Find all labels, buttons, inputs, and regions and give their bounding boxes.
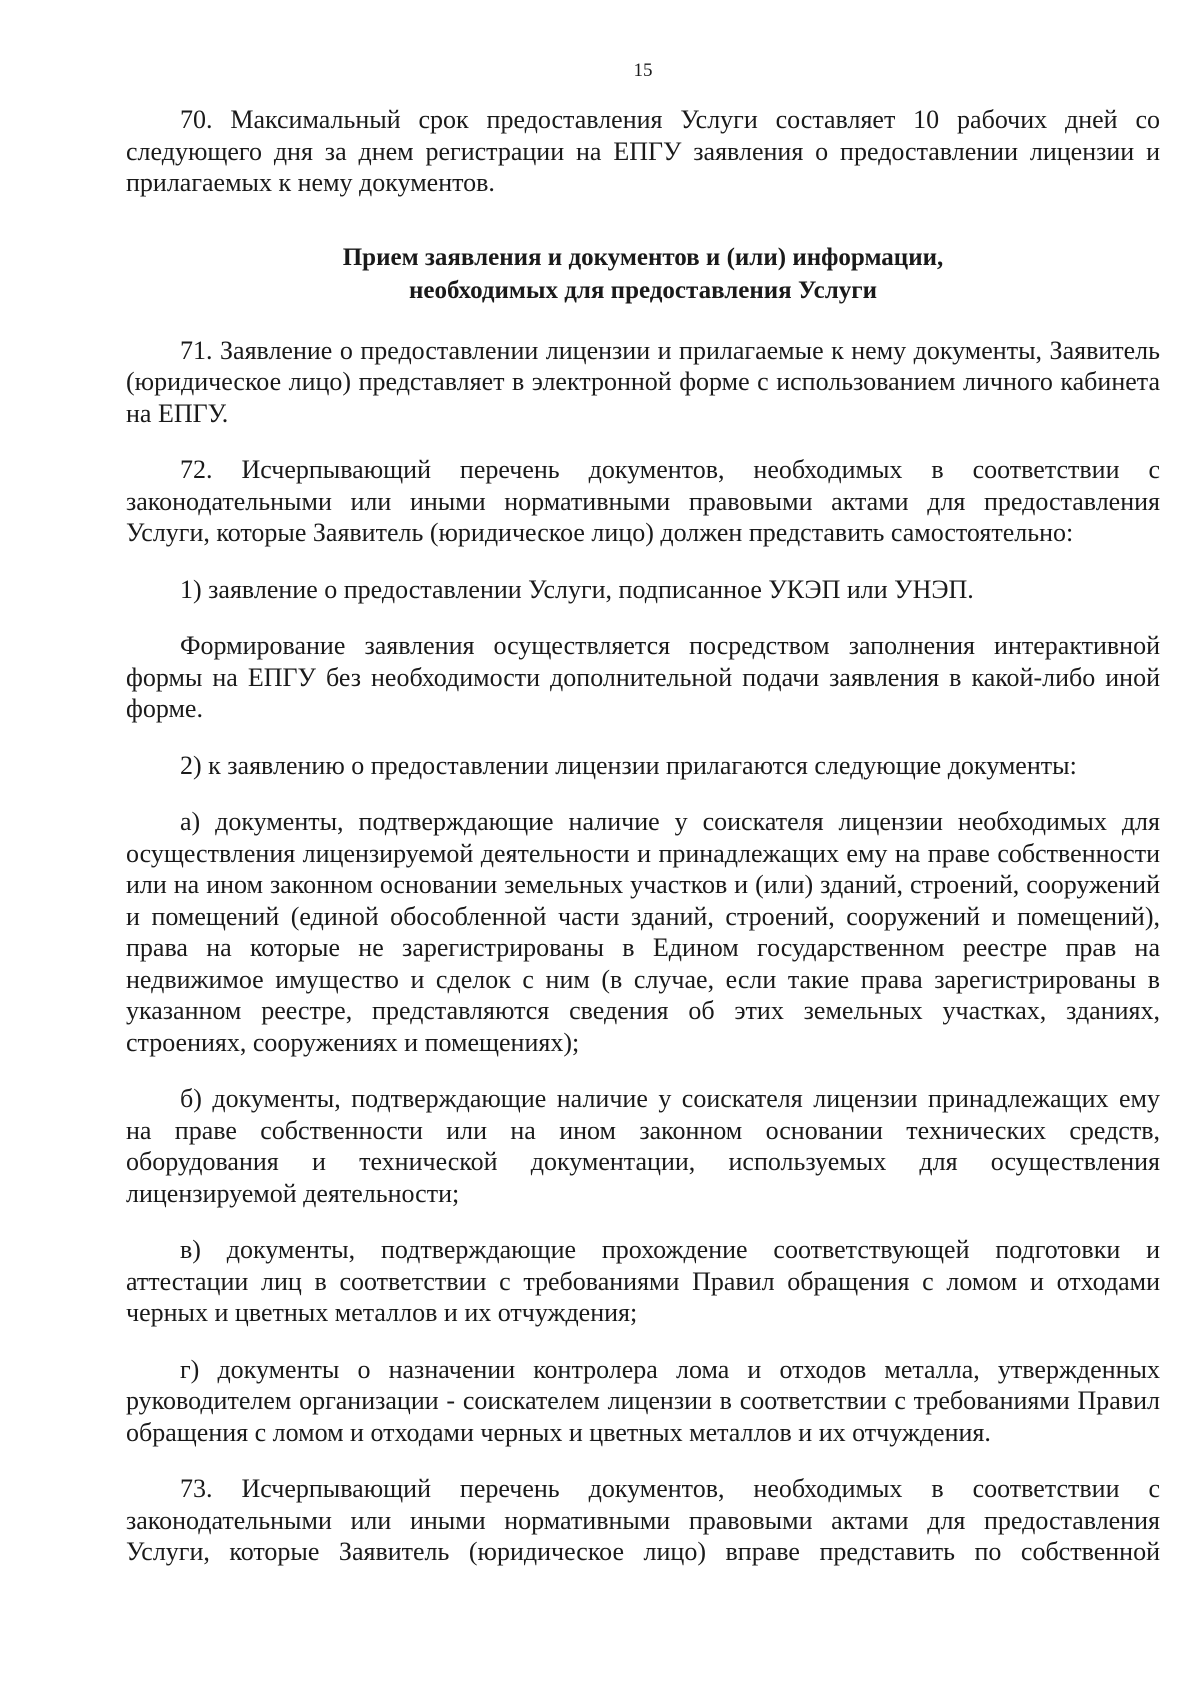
paragraph-72-item-g: г) документы о назначении контролера лома и отходов металла, утвержденных руководителем организации - соискателем лицензии в соответствии с требованиями Правил обращения с ломом и отходами черных и цветных металлов и их отчуждения. (126, 1354, 1160, 1447)
paragraph-72-item-b: б) документы, подтверждающие наличие у соискателя лицензии принадлежащих ему на праве собственности или на ином законном основании технических средств, оборудования и технической документации, используемых для осуществления лицензируемой деятельности; (126, 1084, 1160, 1208)
section-heading-line-2: необходимых для предоставления Услуги (409, 276, 877, 304)
paragraph-73: 73. Исчерпывающий перечень документов, необходимых в соответствии с законодательными или иными нормативными правовыми актами для предоставления Услуги, которые Заявитель (юридическое лицо) вправе представить по собственной (126, 1474, 1160, 1566)
page-number: 15 (633, 60, 653, 81)
paragraph-72-item-1: 1) заявление о предоставлении Услуги, подписанное УКЭП или УНЭП. (180, 574, 974, 604)
paragraph-72-form: Формирование заявления осуществляется посредством заполнения интерактивной формы на ЕПГУ без необходимости дополнительной подачи заявления в какой-либо иной форме. (126, 631, 1160, 723)
section-heading (126, 241, 1160, 307)
paragraph-71: 71. Заявление о предоставлении лицензии и прилагаемые к нему документы, Заявитель (юридическое лицо) представляет в электронной форме с использованием личного кабинета на ЕПГУ. (126, 335, 1160, 428)
paragraph-72-item-a: а) документы, подтверждающие наличие у соискателя лицензии необходимых для осуществления лицензируемой деятельности и принадлежащих ему на праве собственности или на ином законном основании земельных участков и (или) зданий, строений, сооружений и помещений (единой обособленной части зданий, строений, сооружений и помещений), права на которые не зарегистрированы в Едином государственном реестре прав на недвижимое имущество и сделок с ним (в случае, если такие права зарегистрированы в указанном реестре, представляются сведения об этих земельных участках, зданиях, строениях, сооружениях и помещениях); (126, 807, 1160, 1057)
paragraph-72-item-2: 2) к заявлению о предоставлении лицензии прилагаются следующие документы: (180, 750, 1077, 780)
paragraph-72: 72. Исчерпывающий перечень документов, необходимых в соответствии с законодательными или иными нормативными правовыми актами для предоставления Услуги, которые Заявитель (юридическое лицо) должен представить самостоятельно: (126, 455, 1160, 547)
paragraph-72-item-v: в) документы, подтверждающие прохождение соответствующей подготовки и аттестации лиц в соответствии с требованиями Правил обращения с ломом и отходами черных и цветных металлов и их отчуждения; (126, 1235, 1160, 1327)
document-page (126, 60, 1160, 1593)
section-heading-line-1: Прием заявления и документов и (или) информации, (342, 243, 944, 271)
paragraph-70: 70. Максимальный срок предоставления Услуги составляет 10 рабочих дней со следующего дня за днем регистрации на ЕПГУ заявления о предоставлении лицензии и прилагаемых к нему документов. (126, 105, 1160, 197)
